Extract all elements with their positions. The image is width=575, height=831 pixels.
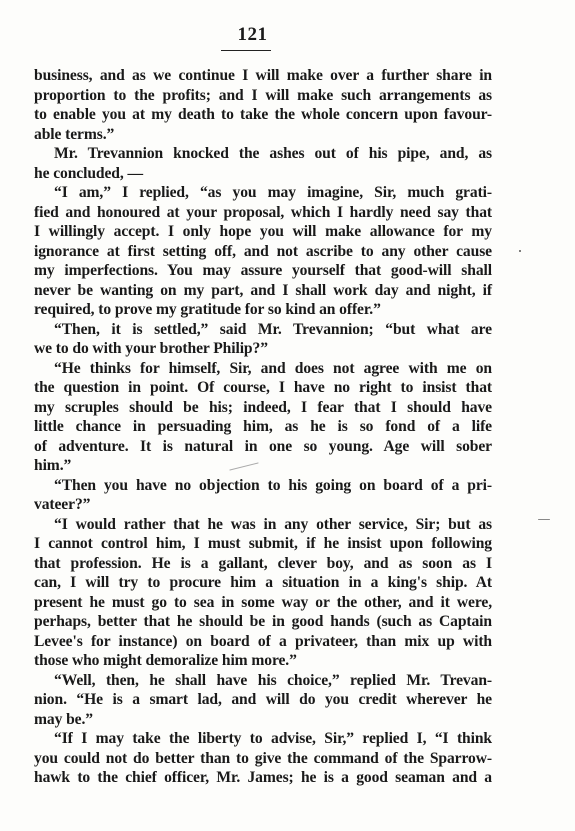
- text-line: “I am,” I replied, “as you may imagine, Sir, much grati-: [54, 184, 492, 201]
- text-line: Mr. Trevannion knocked the ashes out of his pipe, and, as: [54, 145, 492, 162]
- text-line: “Well, then, he shall have his choice,” replied Mr. Trevan-: [54, 671, 492, 689]
- text-line: “Then you have no objection to his going on board of a pri-: [54, 476, 492, 494]
- text-line: we to do with your brother Philip?”: [34, 340, 268, 357]
- text-line: the question in point. Of course, I have no right to insist that: [34, 379, 492, 396]
- page-body-text: [34, 66, 492, 788]
- text-line: can, I will try to procure him a situation in a king's ship. At: [34, 574, 492, 591]
- ink-speck: [519, 250, 521, 252]
- page-number: 121: [237, 24, 268, 45]
- text-line: he concluded, —: [34, 164, 143, 182]
- text-line: present he must go to sea in some way or the other, and it were,: [34, 593, 492, 611]
- text-line: that profession. He is a gallant, clever boy, and as soon as I: [34, 554, 492, 572]
- text-line: vateer?”: [34, 496, 91, 513]
- text-line: “Then, it is settled,” said Mr. Trevannion; “but what are: [54, 320, 492, 338]
- ink-speck: [538, 519, 550, 520]
- text-line: hawk to the chief officer, Mr. James; he is a good seaman and a: [34, 769, 492, 786]
- text-line: perhaps, better that he should be in good hands (such as Captain: [34, 613, 492, 630]
- text-line: Levee's for instance) on board of a privateer, than mix up with: [34, 632, 492, 650]
- text-line: “If I may take the liberty to advise, Sir,” replied I, “I think: [54, 730, 492, 747]
- text-line: I cannot control him, I must submit, if he insist upon following: [34, 535, 492, 552]
- text-line: little chance in persuading him, as he is so fond of a life: [34, 418, 492, 435]
- text-line: “He thinks for himself, Sir, and does not agree with me on: [54, 359, 492, 377]
- text-line: may be.”: [34, 710, 93, 728]
- text-line: proportion to the profits; and I will make such arrangements as: [34, 86, 492, 104]
- text-line: “I would rather that he was in any other service, Sir; but as: [54, 515, 492, 533]
- text-line: I willingly accept. I only hope you will make allowance for my: [34, 223, 492, 240]
- text-line: my imperfections. You may assure yourself that good-will shall: [34, 262, 492, 279]
- text-line: required, to prove my gratitude for so kind an offer.”: [34, 301, 381, 318]
- text-line: fied and honoured at your proposal, which I hardly need say that: [34, 203, 492, 221]
- text-line: to enable you at my death to take the whole concern upon favour-: [34, 106, 492, 123]
- text-line: him.”: [34, 457, 72, 474]
- text-line: business, and as we continue I will make over a further share in: [34, 67, 492, 84]
- text-line: able terms.”: [34, 125, 115, 143]
- text-line: those who might demoralize him more.”: [34, 652, 297, 669]
- text-line: my scruples should be his; indeed, I fear that I should have: [34, 398, 492, 416]
- text-line: you could not do better than to give the command of the Sparrow-: [34, 749, 492, 767]
- header-rule: [221, 50, 271, 51]
- text-line: ignorance at first setting off, and not ascribe to any other cause: [34, 242, 492, 260]
- text-line: of adventure. It is natural in one so young. Age will sober: [34, 437, 492, 455]
- text-line: nion. “He is a smart lad, and will do you credit wherever he: [34, 691, 492, 708]
- text-line: never be wanting on my part, and I shall work day and night, if: [34, 281, 492, 299]
